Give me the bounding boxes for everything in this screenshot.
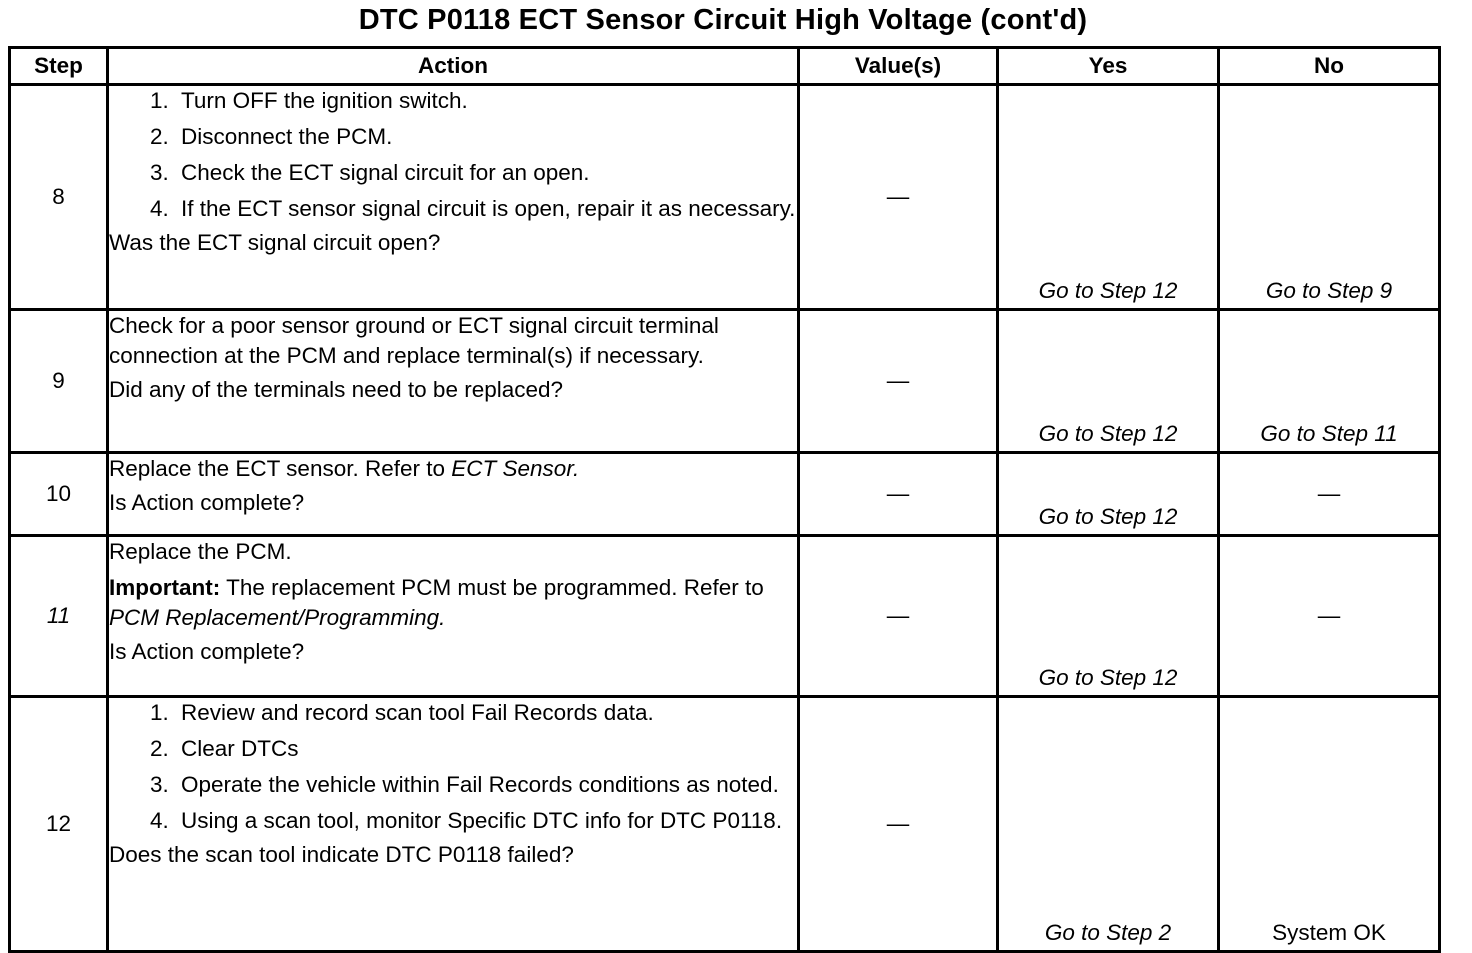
action-cell <box>108 536 799 697</box>
action-text <box>109 454 797 484</box>
action-step: 1. Review and record scan tool Fail Records data. <box>175 698 797 728</box>
action-step: 1. Turn OFF the ignition switch. <box>175 86 797 116</box>
action-steps-list <box>109 698 797 836</box>
yes-link[interactable]: Go to Step 12 <box>1038 278 1178 303</box>
header-step: Step <box>10 48 108 85</box>
action-step: 4. If the ECT sensor signal circuit is open, repair it as necessary. <box>175 194 797 224</box>
action-text: Replace the PCM. <box>109 539 292 564</box>
reference-link[interactable]: ECT Sensor. <box>451 456 580 481</box>
action-question: Is Action complete? <box>109 639 305 664</box>
value-cell: — <box>799 85 998 310</box>
header-yes: Yes <box>998 48 1219 85</box>
important-label: Important: <box>109 575 221 600</box>
no-result: System OK <box>1272 920 1386 945</box>
header-row <box>10 48 1440 85</box>
yes-link[interactable]: Go to Step 12 <box>1038 504 1178 529</box>
step-number: 10 <box>10 453 108 536</box>
action-step: 4. Using a scan tool, monitor Specific DTC info for DTC P0118. <box>175 806 797 836</box>
header-action: Action <box>108 48 799 85</box>
no-link[interactable]: Go to Step 11 <box>1260 421 1398 446</box>
no-dash: — <box>1317 603 1341 628</box>
action-question: Did any of the terminals need to be replaced? <box>109 377 564 402</box>
action-question: Does the scan tool indicate DTC P0118 failed? <box>109 842 574 867</box>
no-cell <box>1219 85 1440 310</box>
action-text-prefix: Replace the ECT sensor. Refer to <box>109 456 452 481</box>
page-title: DTC P0118 ECT Sensor Circuit High Voltage (cont'd) <box>358 4 1088 36</box>
diagnostic-table <box>8 46 1441 953</box>
header-no: No <box>1219 48 1440 85</box>
yes-cell <box>998 536 1219 697</box>
action-cell <box>108 453 799 536</box>
value-cell: — <box>799 310 998 453</box>
yes-cell <box>998 453 1219 536</box>
no-cell <box>1219 453 1440 536</box>
action-question: Is Action complete? <box>109 490 305 515</box>
step-number: 12 <box>10 697 108 952</box>
important-text: The replacement PCM must be programmed. Refer to <box>220 575 764 600</box>
step-number: 8 <box>10 85 108 310</box>
value-cell: — <box>799 453 998 536</box>
yes-cell <box>998 697 1219 952</box>
action-steps-list <box>109 86 797 224</box>
yes-link[interactable]: Go to Step 2 <box>1044 920 1172 945</box>
no-cell <box>1219 697 1440 952</box>
header-values: Value(s) <box>799 48 998 85</box>
yes-cell <box>998 85 1219 310</box>
action-step: 2. Disconnect the PCM. <box>175 122 797 152</box>
yes-cell <box>998 310 1219 453</box>
step-number: 9 <box>10 310 108 453</box>
action-cell <box>108 85 799 310</box>
reference-link[interactable]: PCM Replacement/Programming. <box>109 605 446 630</box>
value-cell: — <box>799 536 998 697</box>
no-dash: — <box>1317 481 1341 506</box>
no-cell <box>1219 536 1440 697</box>
action-cell <box>108 310 799 453</box>
yes-link[interactable]: Go to Step 12 <box>1038 665 1178 690</box>
action-question: Was the ECT signal circuit open? <box>109 230 441 255</box>
table-row <box>10 697 1440 952</box>
table-row <box>10 536 1440 697</box>
yes-link[interactable]: Go to Step 12 <box>1038 421 1178 446</box>
table-row <box>10 85 1440 310</box>
value-cell: — <box>799 697 998 952</box>
action-step: 2. Clear DTCs <box>175 734 797 764</box>
important-note <box>109 573 797 633</box>
table-row <box>10 453 1440 536</box>
no-cell <box>1219 310 1440 453</box>
action-cell <box>108 697 799 952</box>
table-row <box>10 310 1440 453</box>
action-step: 3. Check the ECT signal circuit for an open. <box>175 158 797 188</box>
step-number: 11 <box>10 536 108 697</box>
action-step: 3. Operate the vehicle within Fail Records conditions as noted. <box>175 770 797 800</box>
action-text: Check for a poor sensor ground or ECT signal circuit terminal connection at the PCM and replace terminal(s) if necessary. <box>109 313 719 368</box>
no-link[interactable]: Go to Step 9 <box>1265 278 1393 303</box>
